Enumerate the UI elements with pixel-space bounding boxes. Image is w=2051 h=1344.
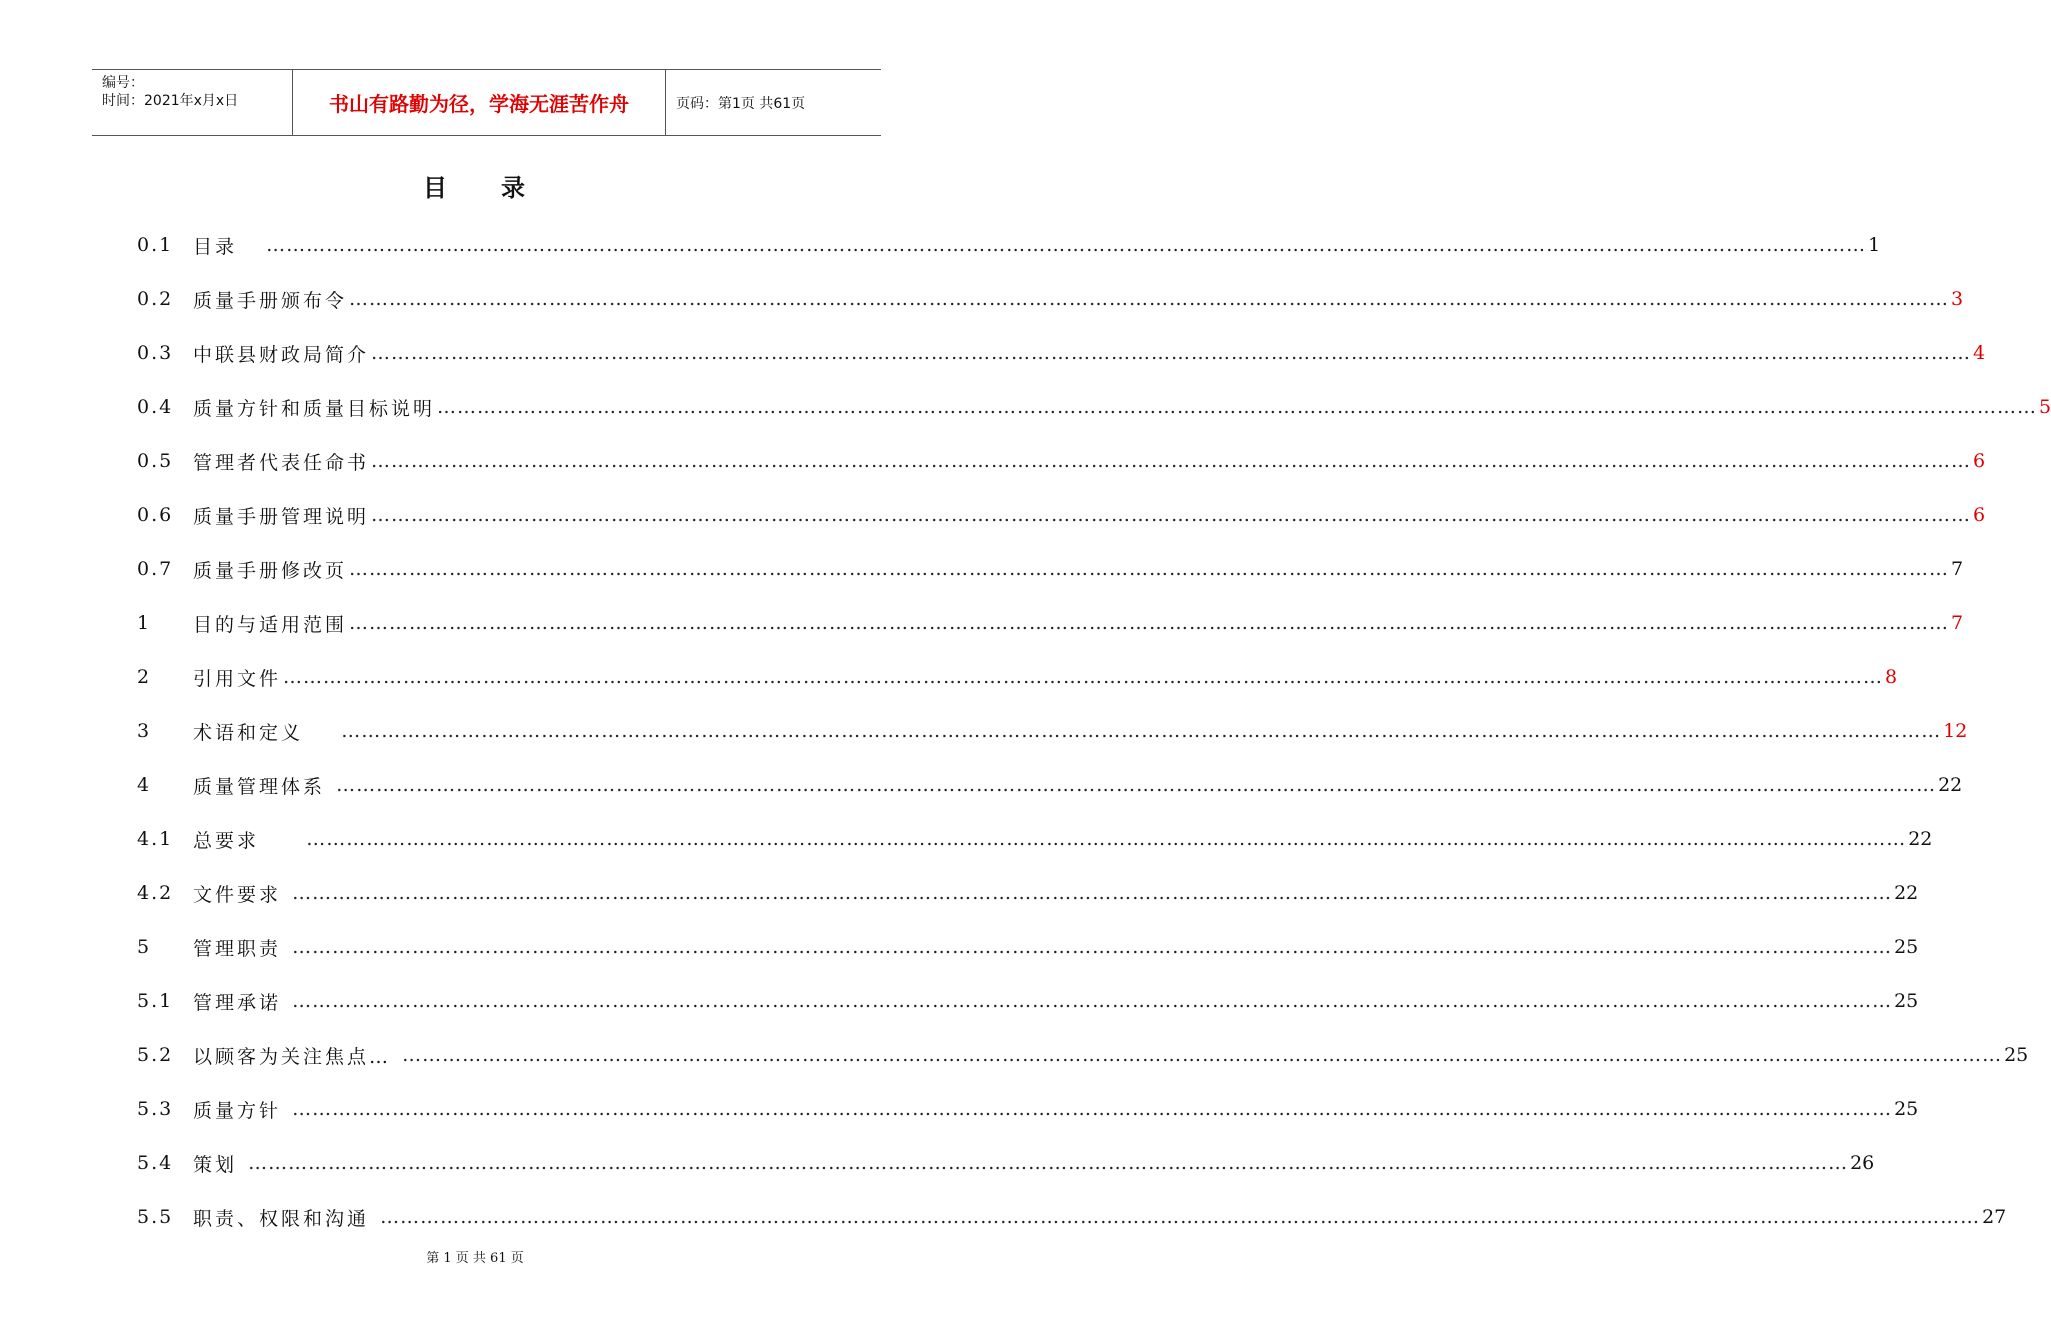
toc-entry[interactable] — [137, 974, 1919, 1028]
toc-entry-title: 以顾客为关注焦点… — [193, 1045, 392, 1068]
toc-entry-number: 0.4 — [137, 396, 174, 418]
toc-entry-gap — [391, 1044, 400, 1066]
toc-dot-leader: …………………………………………………………………………………………………………………………………………………………………………………………………………………… — [283, 666, 1884, 688]
toc-entry[interactable] — [137, 866, 1919, 920]
toc-entry-number: 5.4 — [137, 1152, 174, 1174]
toc-entry-page: 25 — [1894, 990, 1919, 1012]
toc-entry-page: 22 — [1908, 828, 1933, 850]
toc-entry-number: 2 — [137, 666, 152, 688]
title-right-char: 录 — [501, 174, 527, 202]
toc-entry-number: 4.2 — [137, 882, 174, 904]
toc-entry-title: 目的与适用范围 — [193, 613, 348, 636]
toc-entry-title: 质量手册管理说明 — [193, 505, 370, 528]
toc-entry[interactable] — [137, 542, 1964, 596]
toc-entry-title: 术语和定义 — [193, 721, 304, 744]
toc-entry[interactable] — [137, 272, 1964, 326]
toc-entry-title: 质量方针和质量目标说明 — [193, 397, 436, 420]
toc-entry[interactable] — [137, 704, 1968, 758]
toc-entry-page: 25 — [1894, 936, 1919, 958]
toc-entry-title: 中联县财政局简介 — [193, 343, 370, 366]
toc-dot-leader: …………………………………………………………………………………………………………………………………………………………………………………………………………………… — [336, 774, 1937, 796]
page-header — [92, 69, 881, 136]
toc-dot-leader: …………………………………………………………………………………………………………………………………………………………………………………………………………………… — [380, 1206, 1981, 1228]
toc-entry-title: 策划 — [193, 1153, 238, 1176]
toc-entry-number: 0.2 — [137, 288, 174, 310]
toc-entry-page: 26 — [1850, 1152, 1875, 1174]
toc-entry-gap — [303, 720, 339, 742]
toc-entry-title: 管理职责 — [193, 937, 282, 960]
toc-entry-page: 7 — [1951, 558, 1964, 580]
toc-entry-number: 4 — [137, 774, 152, 796]
toc-entry-title: 目录 — [193, 235, 238, 258]
toc-dot-leader: …………………………………………………………………………………………………………………………………………………………………………………………………………………… — [266, 234, 1867, 256]
toc-entry[interactable] — [137, 488, 1986, 542]
toc-entry-page: 27 — [1982, 1206, 2007, 1228]
toc-entry-gap — [281, 882, 290, 904]
toc-entry[interactable] — [137, 1028, 2029, 1082]
toc-entry-page: 22 — [1894, 882, 1919, 904]
toc-entry-number: 0.1 — [137, 234, 174, 256]
toc-entry-number: 5.3 — [137, 1098, 174, 1120]
toc-dot-leader: …………………………………………………………………………………………………………………………………………………………………………………………………………………… — [248, 1152, 1849, 1174]
toc-dot-leader: …………………………………………………………………………………………………………………………………………………………………………………………………………………… — [341, 720, 1942, 742]
toc-entry[interactable] — [137, 326, 1986, 380]
toc-entry-page: 5 — [2039, 396, 2051, 418]
toc-entry-number: 5.5 — [137, 1206, 174, 1228]
toc-entry-title: 职责、权限和沟通 — [193, 1207, 370, 1230]
toc-dot-leader: …………………………………………………………………………………………………………………………………………………………………………………………………………………… — [306, 828, 1907, 850]
header-meta — [92, 70, 293, 135]
title-left-char: 目 — [423, 174, 449, 202]
toc-dot-leader: …………………………………………………………………………………………………………………………………………………………………………………………………………………… — [349, 288, 1950, 310]
page-title — [0, 168, 950, 203]
toc-entry-page: 8 — [1885, 666, 1898, 688]
toc-dot-leader: …………………………………………………………………………………………………………………………………………………………………………………………………………………… — [292, 936, 1893, 958]
toc-entry[interactable] — [137, 1082, 1919, 1136]
toc-entry-gap — [325, 774, 334, 796]
toc-entry-gap — [259, 828, 304, 850]
toc-entry[interactable] — [137, 812, 1933, 866]
toc-entry[interactable] — [137, 650, 1898, 704]
document-number-label: 编号： — [102, 75, 144, 91]
toc-entry-page: 12 — [1943, 720, 1968, 742]
toc-entry-title: 文件要求 — [193, 883, 282, 906]
toc-entry-gap — [281, 936, 290, 958]
toc-entry-number: 0.7 — [137, 558, 174, 580]
toc-dot-leader: …………………………………………………………………………………………………………………………………………………………………………………………………………………… — [371, 504, 1972, 526]
toc-entry-number: 4.1 — [137, 828, 174, 850]
toc-entry-gap — [281, 990, 290, 1012]
toc-entry-page: 25 — [2004, 1044, 2029, 1066]
toc-dot-leader: …………………………………………………………………………………………………………………………………………………………………………………………………………………… — [437, 396, 2038, 418]
toc-entry[interactable] — [137, 434, 1986, 488]
toc-entry-page: 6 — [1973, 504, 1986, 526]
toc-entry-title: 引用文件 — [193, 667, 282, 690]
toc-entry-title: 质量方针 — [193, 1099, 282, 1122]
toc-entry[interactable] — [137, 218, 1881, 272]
toc-dot-leader: …………………………………………………………………………………………………………………………………………………………………………………………………………………… — [292, 990, 1893, 1012]
toc-dot-leader: …………………………………………………………………………………………………………………………………………………………………………………………………………………… — [371, 450, 1972, 472]
header-page-info: 页码：第1页 共61页 — [676, 95, 806, 112]
toc-entry-page: 4 — [1973, 342, 1986, 364]
toc-dot-leader: …………………………………………………………………………………………………………………………………………………………………………………………………………………… — [292, 1098, 1893, 1120]
toc-entry-page: 3 — [1951, 288, 1964, 310]
toc-entry-page: 22 — [1938, 774, 1963, 796]
toc-entry[interactable] — [137, 920, 1919, 974]
toc-entry-gap — [237, 1152, 246, 1174]
toc-entry-number: 5 — [137, 936, 152, 958]
toc-entry-title: 总要求 — [193, 829, 260, 852]
toc-entry-title: 质量管理体系 — [193, 775, 326, 798]
toc-entry-title: 管理者代表任命书 — [193, 451, 370, 474]
toc-entry[interactable] — [137, 1136, 1875, 1190]
toc-dot-leader: …………………………………………………………………………………………………………………………………………………………………………………………………………………… — [349, 612, 1950, 634]
toc-entry-number: 0.6 — [137, 504, 174, 526]
toc-entry[interactable] — [137, 596, 1964, 650]
toc-entry-number: 0.5 — [137, 450, 174, 472]
toc-entry-number: 0.3 — [137, 342, 174, 364]
toc-entry-title: 管理承诺 — [193, 991, 282, 1014]
toc-entry-number: 5.2 — [137, 1044, 174, 1066]
toc-entry[interactable] — [137, 758, 1963, 812]
page-footer: 第 1 页 共 61 页 — [426, 1251, 524, 1266]
toc-dot-leader: …………………………………………………………………………………………………………………………………………………………………………………………………………………… — [292, 882, 1893, 904]
header-motto: 书山有路勤为径，学海无涯苦作舟 — [293, 70, 666, 135]
toc-entry-page: 6 — [1973, 450, 1986, 472]
table-of-contents — [137, 218, 2051, 1244]
toc-entry[interactable] — [137, 1190, 2007, 1244]
document-time: 时间：2021年x月x日 — [102, 93, 239, 109]
toc-entry-page: 7 — [1951, 612, 1964, 634]
toc-dot-leader: …………………………………………………………………………………………………………………………………………………………………………………………………………………… — [371, 342, 1972, 364]
toc-dot-leader: …………………………………………………………………………………………………………………………………………………………………………………………………………………… — [402, 1044, 2003, 1066]
toc-entry-gap — [369, 1206, 378, 1228]
toc-entry[interactable] — [137, 380, 2051, 434]
toc-entry-number: 1 — [137, 612, 152, 634]
toc-dot-leader: …………………………………………………………………………………………………………………………………………………………………………………………………………………… — [349, 558, 1950, 580]
toc-entry-title: 质量手册颁布令 — [193, 289, 348, 312]
toc-entry-title: 质量手册修改页 — [193, 559, 348, 582]
toc-entry-page: 25 — [1894, 1098, 1919, 1120]
toc-entry-number: 5.1 — [137, 990, 174, 1012]
toc-entry-page: 1 — [1868, 234, 1881, 256]
toc-entry-number: 3 — [137, 720, 152, 742]
toc-entry-gap — [281, 1098, 290, 1120]
toc-entry-gap — [237, 234, 264, 256]
